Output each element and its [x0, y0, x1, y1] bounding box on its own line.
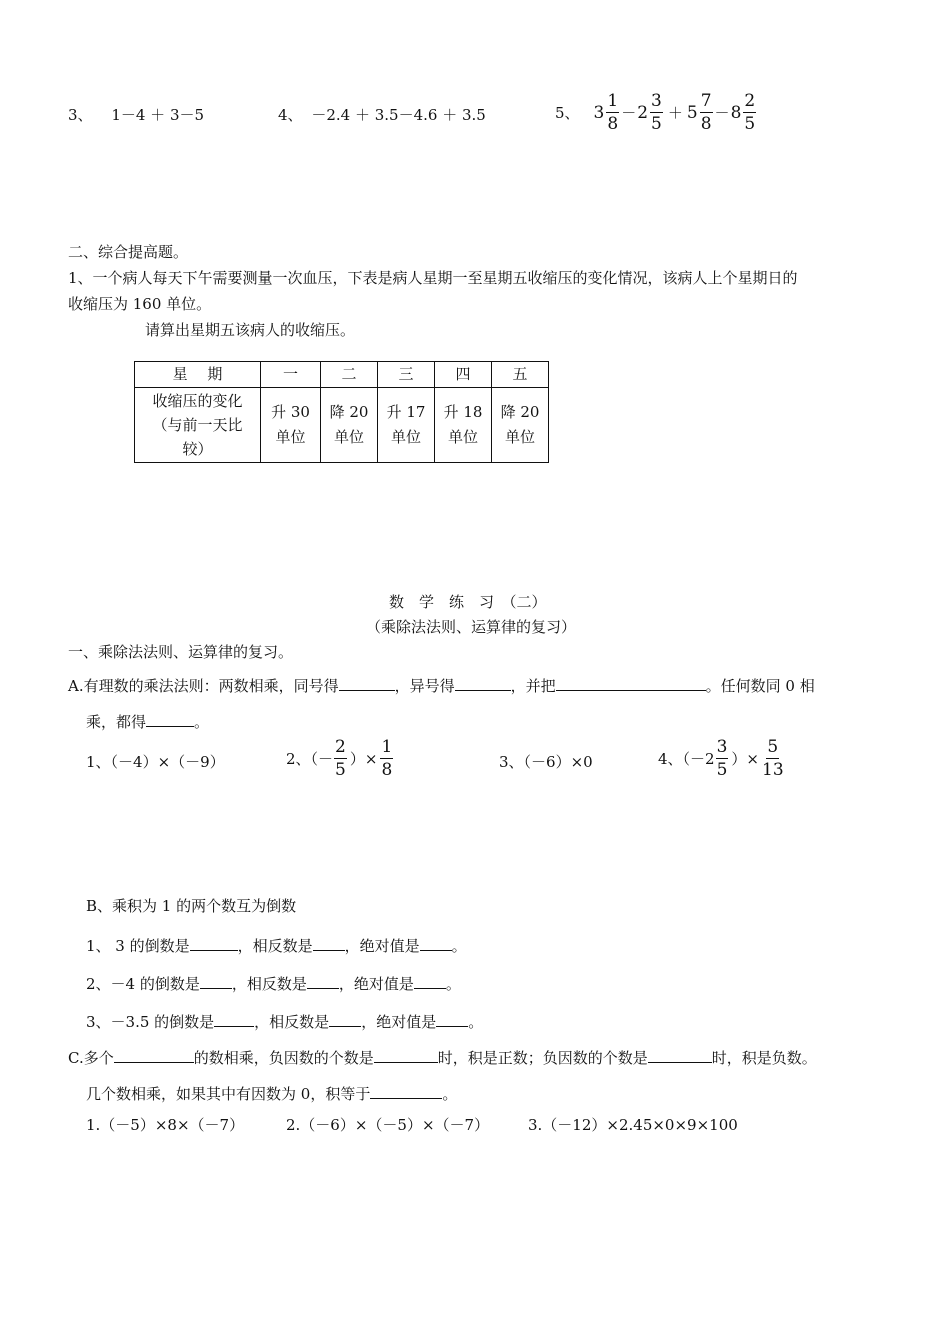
table-cell — [378, 388, 435, 463]
numerator: 3 — [651, 91, 662, 111]
text: 3、－3.5 的倒数是 — [86, 1013, 215, 1031]
text: 。 — [442, 1085, 458, 1103]
text: 乘，都得 — [86, 713, 147, 731]
fraction — [650, 93, 663, 133]
text: 。 — [468, 1013, 484, 1031]
operator: － — [714, 103, 730, 122]
question-text: 1、一个病人每天下午需要测量一次血压，下表是病人星期一至星期五收缩压的变化情况，该病人上个星期日的 — [68, 269, 798, 287]
exercise-a2 — [286, 739, 394, 779]
text: 几个数相乘，如果其中有因数为 0，积等于 — [86, 1085, 371, 1103]
text: ，相反数是 — [231, 975, 307, 993]
text: ，绝对值是 — [361, 1013, 437, 1031]
exercise-number: 5、 — [555, 103, 580, 122]
table-header-row — [135, 362, 549, 388]
answer-blank[interactable] — [313, 936, 345, 951]
text: 时，积是负数。 — [711, 1049, 817, 1067]
rule-c-line2 — [86, 1084, 457, 1102]
answer-blank[interactable] — [190, 936, 238, 951]
text: ）× — [349, 749, 378, 768]
row-label-line: 较） — [182, 440, 213, 458]
fraction — [700, 93, 713, 133]
fraction — [380, 739, 393, 779]
cell-line: 升 17 — [386, 403, 426, 421]
answer-blank[interactable] — [114, 1048, 194, 1063]
numerator: 5 — [767, 737, 779, 757]
cell-line: 单位 — [275, 428, 306, 446]
cell-line: 降 20 — [329, 403, 369, 421]
denominator: 13 — [762, 760, 784, 780]
header-cell: 四 — [435, 362, 492, 388]
fraction — [334, 739, 347, 779]
fraction — [606, 93, 619, 133]
text: 2、－4 的倒数是 — [86, 975, 200, 993]
whole: 2 — [637, 102, 649, 123]
cell-line: 降 20 — [500, 403, 540, 421]
page-title: 数 学 练 习 （二） — [389, 593, 547, 611]
text: 。 — [451, 937, 467, 955]
answer-blank[interactable] — [420, 936, 452, 951]
text: 4、（－2 — [658, 749, 715, 768]
answer-blank[interactable] — [339, 676, 395, 691]
header-cell: 星 期 — [135, 362, 261, 388]
row-label-line: （与前一天比 — [152, 416, 243, 434]
answer-blank[interactable] — [374, 1048, 438, 1063]
exercise-b3 — [86, 1012, 483, 1030]
denominator: 8 — [381, 760, 393, 780]
table-cell — [261, 388, 321, 463]
answer-blank[interactable] — [370, 1084, 442, 1099]
answer-blank[interactable] — [648, 1048, 712, 1063]
exercise-a4 — [658, 739, 785, 779]
whole: 3 — [593, 102, 605, 123]
fraction — [762, 739, 784, 779]
fraction — [743, 93, 756, 133]
text: ）× — [731, 749, 759, 768]
operator: ＋ — [667, 103, 683, 122]
denominator: 8 — [700, 114, 712, 134]
row-label-cell — [135, 388, 261, 463]
answer-blank[interactable] — [436, 1012, 468, 1027]
header-cell: 三 — [378, 362, 435, 388]
whole: 5 — [686, 102, 698, 123]
row-label-line: 收缩压的变化 — [152, 392, 243, 410]
exercise-a3: 3、（－6）×0 — [499, 753, 593, 771]
denominator: 5 — [716, 760, 728, 780]
answer-blank[interactable] — [200, 974, 232, 989]
exercise-b1 — [86, 936, 467, 954]
mixed-number — [731, 93, 758, 133]
numerator: 2 — [335, 737, 346, 757]
header-cell: 二 — [321, 362, 378, 388]
exercise-number: 4、 — [278, 106, 303, 124]
question-text: 收缩压为 160 单位。 — [68, 295, 212, 313]
table-cell — [321, 388, 378, 463]
exercise-c3: 3.（－12）×2.45×0×9×100 — [528, 1116, 738, 1134]
denominator: 5 — [744, 114, 756, 134]
cell-line: 单位 — [447, 428, 478, 446]
text: 。 — [445, 975, 461, 993]
denominator: 5 — [651, 114, 662, 134]
answer-blank[interactable] — [307, 974, 339, 989]
exercise-c1: 1.（－5）×8×（－7） — [86, 1116, 245, 1134]
header-cell: 五 — [492, 362, 549, 388]
answer-blank[interactable] — [329, 1012, 361, 1027]
answer-blank[interactable] — [214, 1012, 254, 1027]
answer-blank[interactable] — [146, 712, 194, 727]
numerator: 1 — [607, 91, 619, 111]
answer-blank[interactable] — [455, 676, 511, 691]
fraction — [716, 739, 729, 779]
denominator: 5 — [335, 760, 346, 780]
mixed-number — [637, 93, 664, 133]
text: ，异号得 — [394, 677, 455, 695]
exercise-c2: 2.（－6）×（－5）×（－7） — [286, 1116, 490, 1134]
mixed-number — [594, 93, 621, 133]
exercise-5 — [555, 93, 757, 133]
rule-b-title: B、乘积为 1 的两个数互为倒数 — [86, 897, 297, 915]
text: ，相反数是 — [237, 937, 313, 955]
blood-pressure-table — [134, 361, 549, 463]
expression: 1－4 ＋ 3－5 — [111, 106, 205, 124]
rule-a-line1 — [68, 676, 815, 694]
section-heading: 二、综合提高题。 — [68, 243, 189, 261]
text: 的数相乘，负因数的个数是 — [193, 1049, 374, 1067]
text: 2、（－ — [286, 749, 334, 768]
text: 时，积是正数；负因数的个数是 — [437, 1049, 648, 1067]
answer-blank[interactable] — [414, 974, 446, 989]
header-cell: 一 — [261, 362, 321, 388]
text: 。任何数同 0 相 — [705, 677, 815, 695]
denominator: 8 — [607, 114, 619, 134]
exercise-number: 3、 — [68, 106, 93, 124]
cell-line: 单位 — [390, 428, 421, 446]
text: C.多个 — [68, 1049, 114, 1067]
whole: 8 — [730, 102, 742, 123]
text: A.有理数的乘法法则：两数相乘，同号得 — [68, 677, 339, 695]
expression: －2.4 ＋ 3.5－4.6 ＋ 3.5 — [311, 106, 486, 124]
text: ，绝对值是 — [344, 937, 420, 955]
exercise-4 — [278, 108, 486, 123]
exercise-a1: 1、（－4）×（－9） — [86, 753, 225, 771]
mixed-number — [687, 93, 714, 133]
rule-c-line1 — [68, 1048, 817, 1066]
cell-line: 升 30 — [271, 403, 310, 421]
exercise-3 — [68, 108, 204, 123]
rule-a-line2 — [86, 712, 209, 730]
text: ，并把 — [510, 677, 556, 695]
question-text: 请算出星期五该病人的收缩压。 — [145, 321, 356, 339]
page-subtitle: （乘除法法则、运算律的复习） — [366, 618, 577, 636]
exercise-b2 — [86, 974, 461, 992]
text: ，绝对值是 — [338, 975, 414, 993]
operator: － — [621, 103, 637, 122]
text: 。 — [194, 713, 210, 731]
table-cell — [492, 388, 549, 463]
text: ，相反数是 — [254, 1013, 330, 1031]
numerator: 1 — [381, 737, 393, 757]
numerator: 3 — [716, 737, 728, 757]
table-cell — [435, 388, 492, 463]
cell-line: 单位 — [504, 428, 535, 446]
answer-blank[interactable] — [556, 676, 706, 691]
text: 1、 3 的倒数是 — [86, 937, 190, 955]
section-heading: 一、乘除法法则、运算律的复习。 — [68, 643, 294, 661]
table-row — [135, 388, 549, 463]
numerator: 2 — [744, 91, 756, 111]
cell-line: 单位 — [333, 428, 364, 446]
numerator: 7 — [700, 91, 712, 111]
cell-line: 升 18 — [443, 403, 483, 421]
